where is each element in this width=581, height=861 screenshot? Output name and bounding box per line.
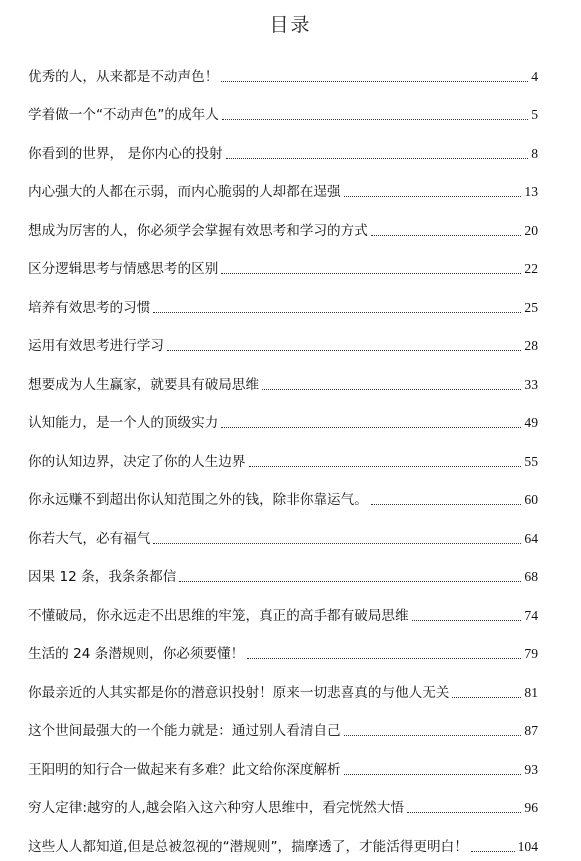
toc-entry-title: 你永远赚不到超出你认知范围之外的钱，除非你靠运气。: [28, 492, 368, 508]
dot-leader: [344, 195, 522, 197]
toc-entry[interactable]: [28, 476, 538, 515]
toc-entry[interactable]: [28, 784, 538, 823]
toc-entry[interactable]: [28, 245, 538, 284]
toc-entry-title: 区分逻辑思考与情感思考的区别: [28, 261, 219, 277]
dot-leader: [452, 696, 521, 698]
toc-entry-title: 认知能力，是一个人的顶级实力: [28, 415, 219, 431]
toc-entry-page: 79: [524, 646, 538, 661]
toc-entry[interactable]: [28, 206, 538, 245]
toc-entry-title: 你的认知边界，决定了你的人生边界: [28, 453, 246, 470]
toc-entry-page: 25: [524, 299, 538, 315]
toc-entry[interactable]: [28, 283, 538, 322]
toc-entry-title: 因果 12 条，我条条都信: [28, 569, 177, 585]
toc-entry[interactable]: [28, 91, 538, 130]
toc-entry-page: 81: [524, 684, 538, 700]
dot-leader: [221, 80, 528, 82]
dot-leader: [412, 619, 522, 621]
toc-entry-title: 想成为厉害的人，你必须学会掌握有效思考和学习的方式: [28, 222, 368, 239]
dot-leader: [344, 773, 522, 775]
toc-entry-title: 运用有效思考进行学习: [28, 338, 164, 354]
toc-entry-title: 想要成为人生赢家，就要具有破局思维: [28, 376, 260, 393]
dot-leader: [344, 734, 522, 736]
toc-entry-page: 28: [524, 338, 538, 353]
toc-entry-title: 这些人人都知道,但是总被忽视的“潜规则”，揣摩透了，才能活得更明白！: [28, 838, 468, 855]
toc-entry[interactable]: [28, 668, 538, 707]
toc-entry-page: 64: [524, 530, 538, 546]
toc-entry-page: 4: [531, 68, 538, 84]
toc-entry[interactable]: [28, 52, 538, 91]
toc-entry-page: 5: [531, 107, 538, 122]
toc-entry[interactable]: [28, 322, 538, 361]
toc-entry-page: 74: [524, 607, 538, 623]
toc-entry[interactable]: [28, 630, 538, 669]
dot-leader: [371, 234, 522, 236]
toc-entry-title: 你最亲近的人其实都是你的潜意识投射！原来一切悲喜真的与他人无关: [28, 684, 450, 701]
toc-entry-page: 60: [524, 492, 538, 507]
dot-leader: [471, 850, 515, 852]
toc-entry-page: 68: [524, 569, 538, 584]
toc-entry-page: 13: [524, 184, 538, 199]
toc-entry[interactable]: [28, 707, 538, 746]
toc-entry[interactable]: [28, 745, 538, 784]
toc-entry-title: 优秀的人，从来都是不动声色！: [28, 68, 219, 85]
dot-leader: [167, 349, 521, 351]
toc-entry-page: 93: [524, 761, 538, 777]
toc-entry-page: 104: [517, 838, 538, 854]
toc-entry-title: 王阳明的知行合一做起来有多难？此文给你深度解析: [28, 761, 341, 778]
dot-leader: [179, 580, 521, 582]
toc-entry-title: 生活的 24 条潜规则，你必须要懂！: [28, 646, 245, 662]
toc-entry-page: 87: [524, 723, 538, 738]
toc-entry[interactable]: [28, 822, 538, 861]
toc-entry-title: 穷人定律:越穷的人,越会陷入这六种穷人思维中，看完恍然大悟: [28, 800, 404, 816]
toc-entry-page: 8: [531, 145, 538, 161]
toc-entry-title: 你若大气，必有福气: [28, 530, 151, 547]
toc-entry-title: 学着做一个“不动声色”的成年人: [28, 107, 219, 123]
toc-entry-page: 20: [524, 222, 538, 238]
toc-entry[interactable]: [28, 591, 538, 630]
toc-entry-title: 内心强大的人都在示弱，而内心脆弱的人却都在逞强: [28, 184, 341, 200]
toc-entry[interactable]: [28, 129, 538, 168]
toc-title: 目录: [269, 14, 312, 36]
toc-entry-title: 你看到的世界， 是你内心的投射: [28, 145, 223, 162]
toc-entry-page: 33: [524, 376, 538, 392]
toc-list: [28, 52, 538, 861]
toc-entry-title: 不懂破局，你永远走不出思维的牢笼，真正的高手都有破局思维: [28, 607, 409, 624]
toc-entry[interactable]: [28, 553, 538, 592]
toc-entry-title: 培养有效思考的习惯: [28, 299, 151, 316]
dot-leader: [262, 388, 521, 390]
toc-entry[interactable]: [28, 168, 538, 207]
toc-entry[interactable]: [28, 360, 538, 399]
toc-entry[interactable]: [28, 437, 538, 476]
dot-leader: [247, 657, 521, 659]
dot-leader: [153, 542, 521, 544]
toc-entry[interactable]: [28, 514, 538, 553]
toc-entry-page: 22: [524, 261, 538, 276]
toc-entry-title: 这个世间最强大的一个能力就是：通过别人看清自己: [28, 723, 341, 739]
toc-entry[interactable]: [28, 399, 538, 438]
dot-leader: [226, 157, 529, 159]
dot-leader: [222, 118, 528, 120]
dot-leader: [407, 811, 521, 813]
dot-leader: [153, 311, 521, 313]
toc-entry-page: 96: [524, 800, 538, 815]
dot-leader: [371, 503, 522, 505]
toc-entry-page: 49: [524, 415, 538, 430]
toc-entry-page: 55: [524, 453, 538, 469]
dot-leader: [221, 426, 521, 428]
dot-leader: [221, 272, 521, 274]
dot-leader: [249, 465, 522, 467]
